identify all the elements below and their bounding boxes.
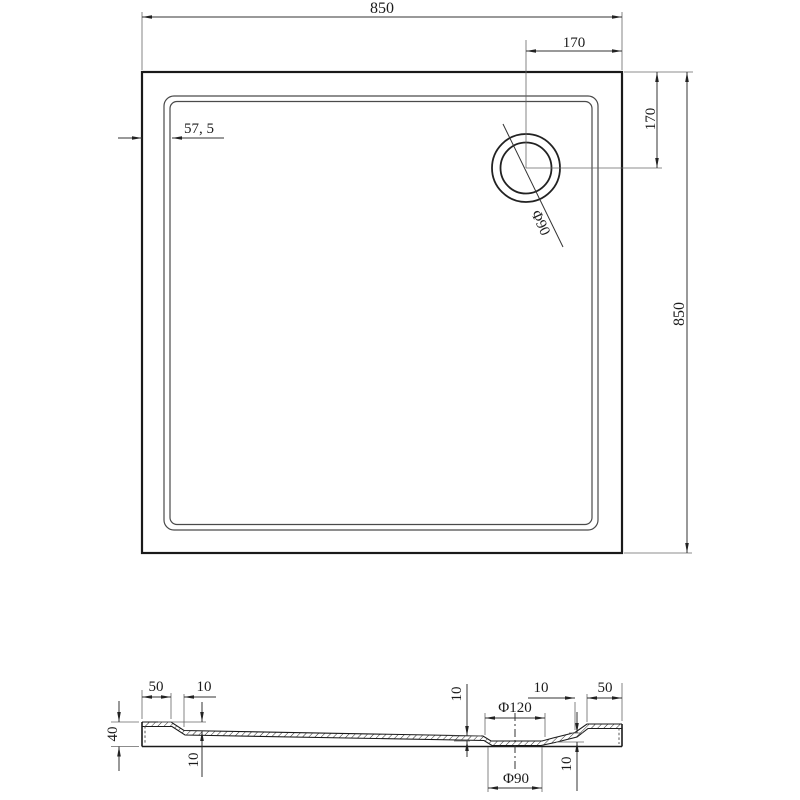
tray-rim-outer-line (164, 96, 598, 530)
tray-rim-inner-line (170, 102, 592, 525)
dim-label-left-slope: 10 (196, 679, 212, 695)
dim-label-right-recess-drop: 10 (559, 756, 575, 772)
dim-label-overall-height: 850 (671, 302, 688, 326)
dim-label-right-slope: 10 (533, 680, 549, 696)
dim-label-left-rim: 50 (148, 679, 164, 695)
section-view (105, 679, 622, 792)
dim-label-left-floor-depth: 10 (186, 752, 202, 768)
top-view-extension-lines (142, 12, 693, 553)
dim-label-drain-offset-top: 170 (643, 107, 659, 131)
dim-label-recess-bottom-diameter: Φ90 (503, 771, 529, 787)
dim-label-rim-inset: 57, 5 (184, 121, 214, 137)
dim-label-drain-diameter: Φ90 (527, 207, 553, 239)
drain-leader-line (503, 124, 563, 247)
dim-label-overall-width: 850 (370, 0, 394, 17)
dim-label-drain-offset-right: 170 (562, 35, 586, 51)
dim-label-height: 40 (105, 726, 121, 742)
top-view-dimension-lines (118, 17, 687, 553)
dim-label-recess-depth: 10 (449, 686, 465, 702)
top-view (118, 0, 693, 553)
dim-label-recess-top-diameter: Φ120 (498, 700, 532, 716)
dim-label-right-rim: 50 (597, 680, 613, 696)
